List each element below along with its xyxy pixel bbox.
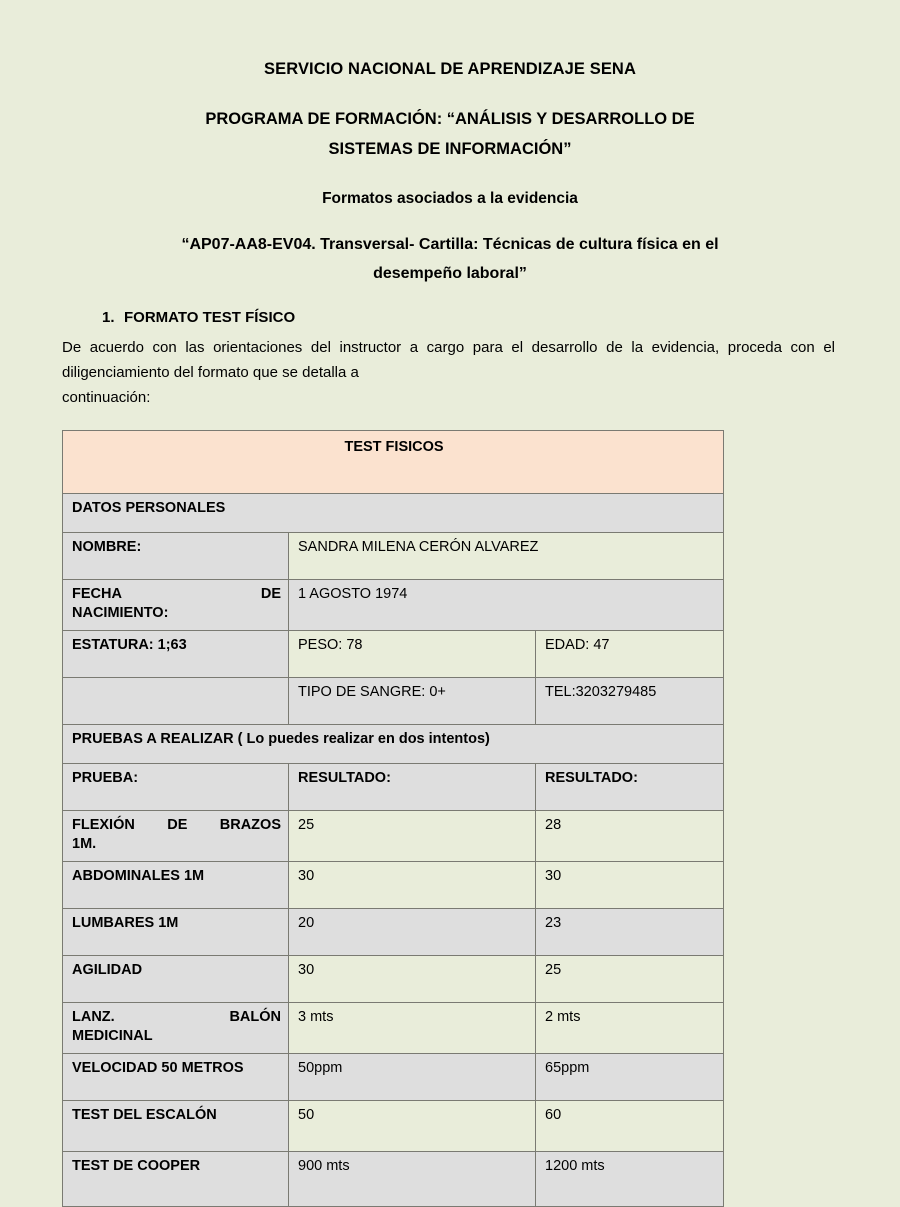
test-result-2-test-de-cooper[interactable]: 1200 mts (536, 1152, 724, 1207)
test-label-lumbares: LUMBARES 1M (63, 909, 289, 956)
test-label-flexion-de-brazos (63, 811, 289, 862)
test-label-abdominales: ABDOMINALES 1M (63, 862, 289, 909)
table-row-fecha-nacimiento (63, 580, 724, 631)
test-result-2-abdominales[interactable]: 30 (536, 862, 724, 909)
evidence-title-line-1: “AP07-AA8-EV04. Transversal- Cartilla: Técnicas de cultura física en el (181, 236, 719, 253)
test-label-test-de-cooper: TEST DE COOPER (63, 1152, 289, 1207)
intro-paragraph-last-line: continuación: (62, 389, 151, 406)
personal-data-heading-cell: DATOS PERSONALES (63, 494, 724, 533)
test-result-1-lanz-balon-medicinal[interactable]: 3 mts (289, 1003, 536, 1054)
institution-title: SERVICIO NACIONAL DE APRENDIZAJE SENA (264, 60, 636, 78)
table-row-title (63, 431, 724, 494)
empty-label-cell (63, 678, 289, 725)
fecha-nacimiento-value-cell[interactable]: 1 AGOSTO 1974 (289, 580, 724, 631)
table-row-tests-heading (63, 725, 724, 764)
table-row (63, 909, 724, 956)
physical-test-table (62, 430, 724, 1207)
test-form-container (62, 410, 838, 1207)
test-result-1-flexion-de-brazos[interactable]: 25 (289, 811, 536, 862)
test-label-agilidad: AGILIDAD (63, 956, 289, 1003)
test-result-1-lumbares[interactable]: 20 (289, 909, 536, 956)
estatura-cell[interactable]: ESTATURA: 1;63 (63, 631, 289, 678)
column-header-resultado-2: RESULTADO: (536, 764, 724, 811)
evidence-title-line-2: desempeño laboral” (373, 265, 527, 282)
program-title-line-1: PROGRAMA DE FORMACIÓN: “ANÁLISIS Y DESARROLLO DE (205, 110, 695, 128)
fecha-label-line-2: NACIMIENTO: (72, 605, 169, 621)
column-header-resultado-1: RESULTADO: (289, 764, 536, 811)
test-result-1-test-del-escalon[interactable]: 50 (289, 1101, 536, 1152)
test-label-line-1: FLEXIÓN DE BRAZOS (72, 817, 281, 833)
table-row (63, 1003, 724, 1054)
table-row-estatura-peso-edad (63, 631, 724, 678)
test-label-right: BALÓN (229, 1009, 281, 1025)
test-result-1-velocidad-50-metros[interactable]: 50ppm (289, 1054, 536, 1101)
table-row-column-headers (63, 764, 724, 811)
test-label-line-2: MEDICINAL (72, 1028, 153, 1044)
table-row (63, 1152, 724, 1207)
fecha-nacimiento-label-cell (63, 580, 289, 631)
column-header-prueba: PRUEBA: (63, 764, 289, 811)
test-result-2-flexion-de-brazos[interactable]: 28 (536, 811, 724, 862)
table-row-personal-data-heading (63, 494, 724, 533)
test-label-left: LANZ. (72, 1009, 115, 1025)
edad-cell[interactable]: EDAD: 47 (536, 631, 724, 678)
table-row (63, 1101, 724, 1152)
tests-heading-cell: PRUEBAS A REALIZAR ( Lo puedes realizar en dos intentos) (63, 725, 724, 764)
intro-paragraph-body: De acuerdo con las orientaciones del instructor a cargo para el desarrollo de la evidencia, proceda con el diligenciamiento del formato que se detalla a (62, 339, 835, 381)
test-result-2-lumbares[interactable]: 23 (536, 909, 724, 956)
test-result-2-agilidad[interactable]: 25 (536, 956, 724, 1003)
table-row-nombre (63, 533, 724, 580)
test-result-1-agilidad[interactable]: 30 (289, 956, 536, 1003)
intro-paragraph (62, 328, 838, 410)
table-row-sangre-telefono (63, 678, 724, 725)
formats-subtitle: Formatos asociados a la evidencia (322, 190, 578, 207)
evidence-title (62, 208, 838, 288)
section-heading-formato-test-fisico (62, 308, 838, 328)
test-result-2-test-del-escalon[interactable]: 60 (536, 1101, 724, 1152)
table-row (63, 1054, 724, 1101)
table-title-cell: TEST FISICOS (63, 431, 724, 494)
section-heading-list (62, 288, 838, 328)
test-label-line-1-wrapper (72, 1008, 281, 1027)
test-result-2-lanz-balon-medicinal[interactable]: 2 mts (536, 1003, 724, 1054)
telefono-cell[interactable]: TEL:3203279485 (536, 678, 724, 725)
program-title-line-2: SISTEMAS DE INFORMACIÓN” (328, 140, 572, 158)
test-label-test-del-escalon: TEST DEL ESCALÓN (63, 1101, 289, 1152)
section-title: FORMATO TEST FÍSICO (124, 309, 296, 326)
test-result-1-test-de-cooper[interactable]: 900 mts (289, 1152, 536, 1207)
fecha-label-left: FECHA (72, 586, 122, 602)
tipo-sangre-cell[interactable]: TIPO DE SANGRE: 0+ (289, 678, 536, 725)
table-row (63, 811, 724, 862)
test-result-2-velocidad-50-metros[interactable]: 65ppm (536, 1054, 724, 1101)
peso-cell[interactable]: PESO: 78 (289, 631, 536, 678)
table-row (63, 862, 724, 909)
test-label-line-2: 1M. (72, 836, 97, 852)
section-number: 1. (102, 309, 115, 326)
nombre-label-cell: NOMBRE: (63, 533, 289, 580)
test-result-1-abdominales[interactable]: 30 (289, 862, 536, 909)
test-label-velocidad-50-metros: VELOCIDAD 50 METROS (63, 1054, 289, 1101)
test-label-lanz-balon-medicinal (63, 1003, 289, 1054)
program-title (62, 79, 838, 164)
table-row (63, 956, 724, 1003)
fecha-label-right: DE (260, 586, 281, 602)
nombre-value-cell[interactable]: SANDRA MILENA CERÓN ALVAREZ (289, 533, 724, 580)
